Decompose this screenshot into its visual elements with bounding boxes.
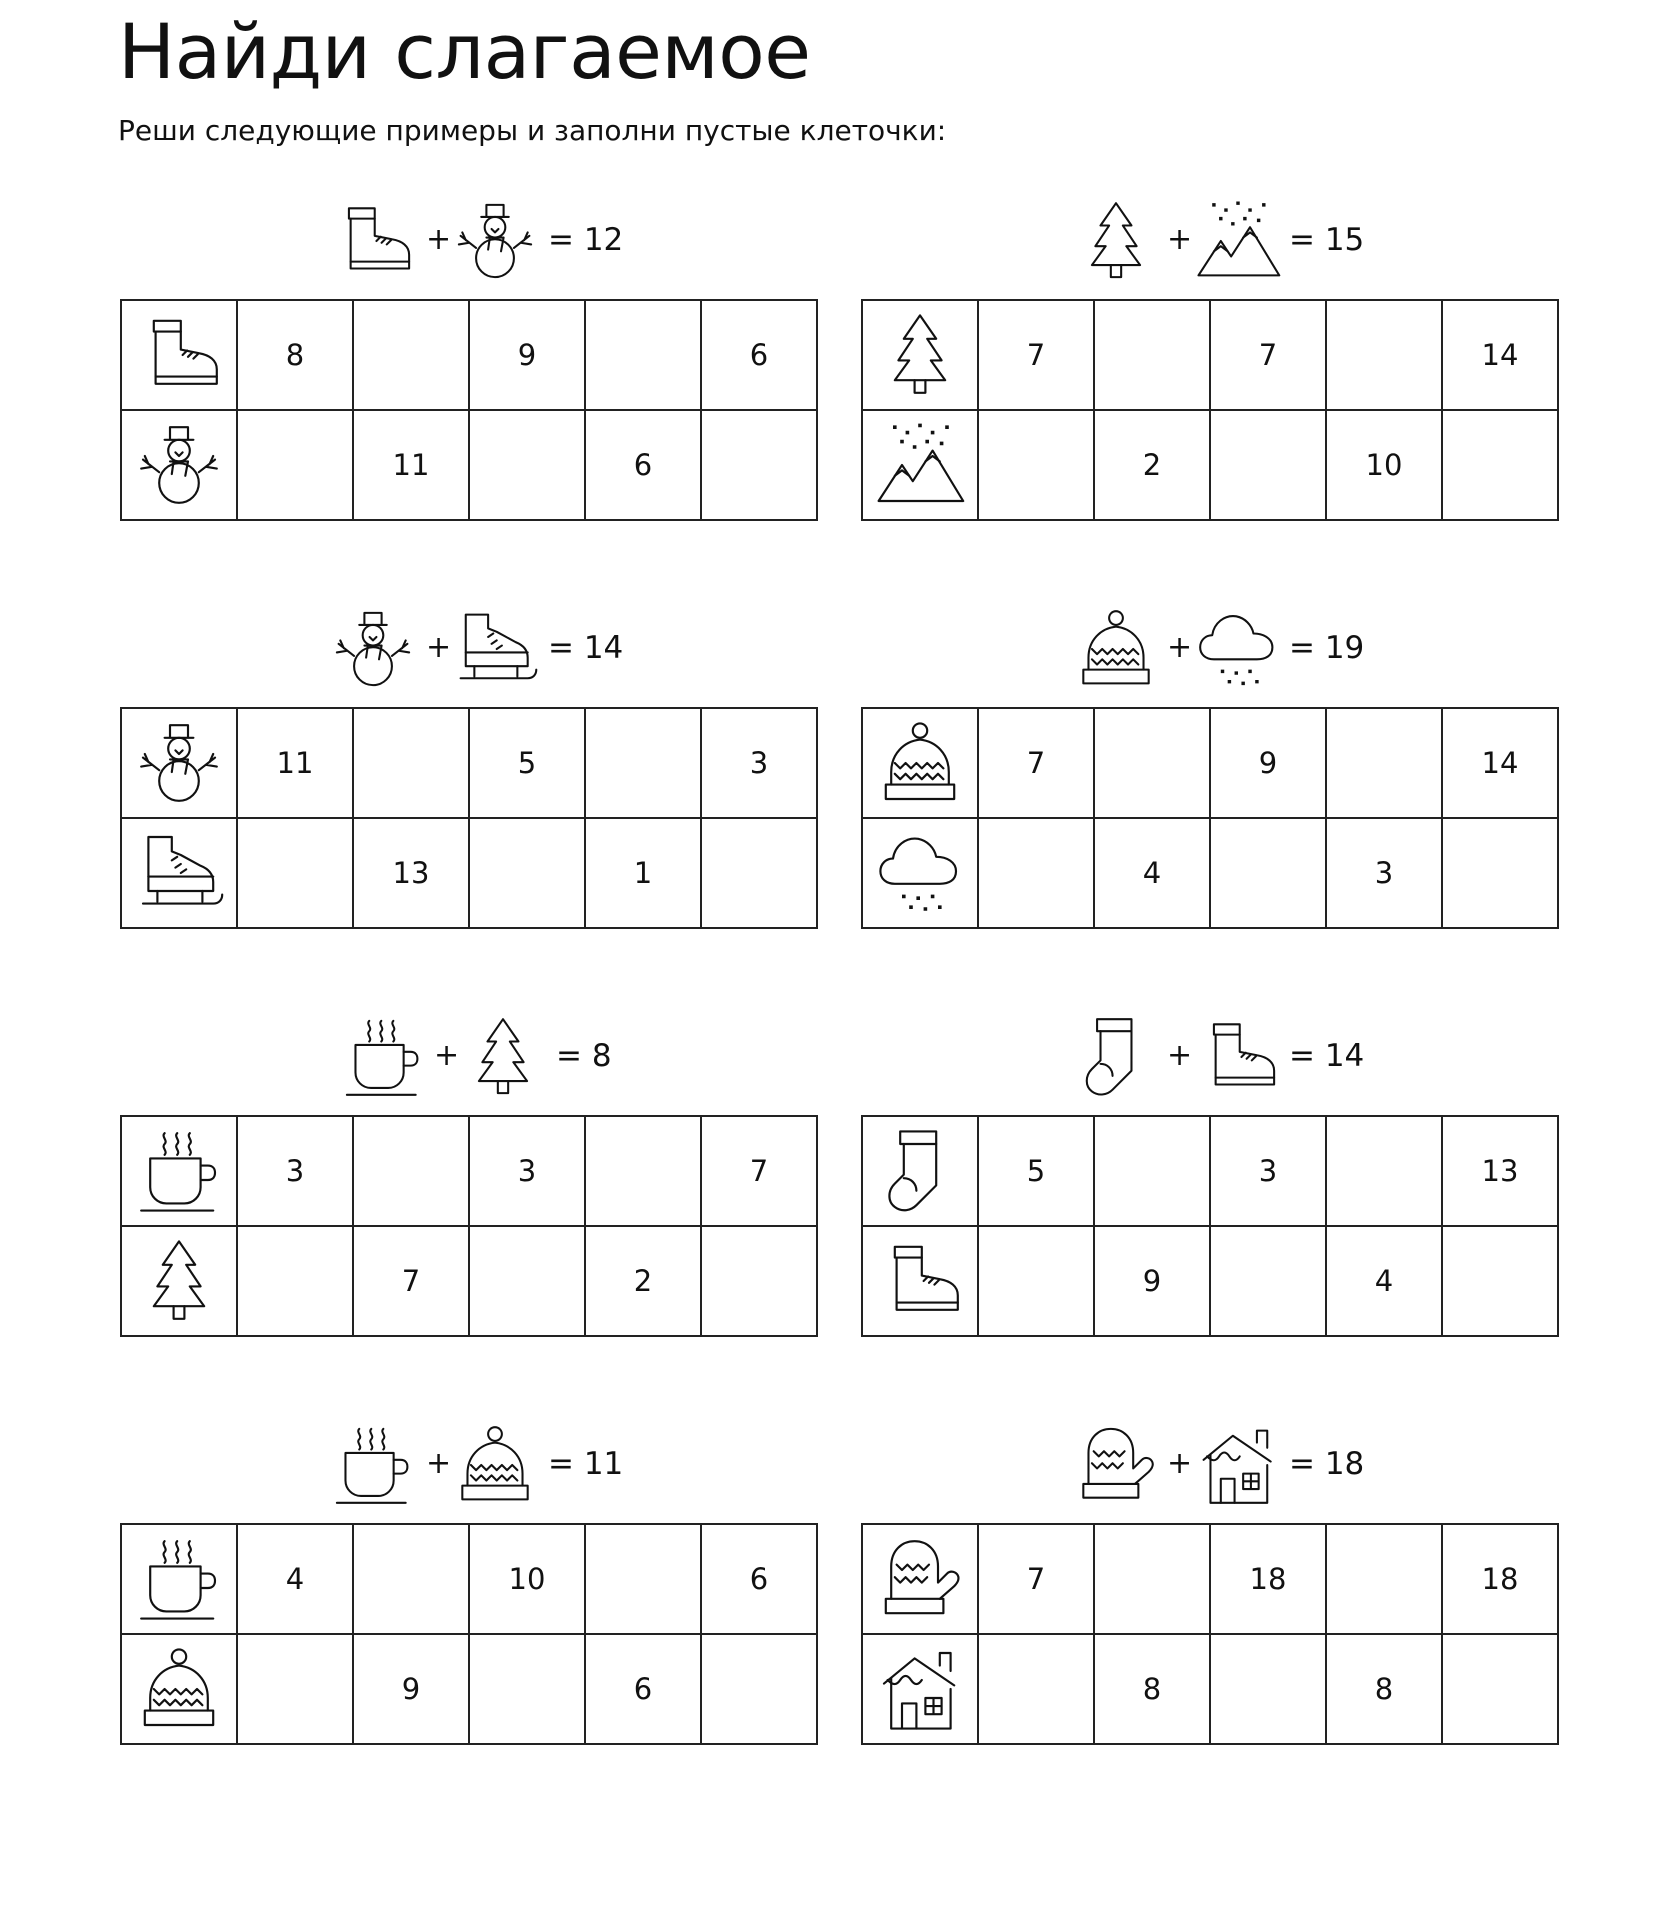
answer-cell[interactable] [1442, 1226, 1558, 1336]
table-row [121, 410, 817, 520]
puzzle-block [861, 176, 1561, 576]
plus-sign: + [434, 1038, 460, 1073]
puzzle-block [120, 584, 820, 984]
snow-cloud-icon [1195, 606, 1281, 692]
given-value-cell: 7 [701, 1116, 817, 1226]
given-value-cell: 5 [469, 708, 585, 818]
answer-cell[interactable] [353, 708, 469, 818]
snowy-house-icon [862, 1634, 978, 1744]
addend-table [120, 707, 818, 929]
given-value-cell: 8 [237, 300, 353, 410]
answer-cell[interactable] [585, 1524, 701, 1634]
answer-cell[interactable] [353, 1116, 469, 1226]
addend-table [120, 1523, 818, 1745]
given-value-cell: 11 [353, 410, 469, 520]
plus-sign: + [1167, 1038, 1193, 1073]
answer-cell[interactable] [1442, 818, 1558, 928]
given-value-cell: 9 [353, 1634, 469, 1744]
plus-sign: + [426, 630, 452, 665]
addend-table [861, 1523, 1559, 1745]
equation-sum: = 8 [556, 1038, 612, 1074]
equation [120, 584, 820, 694]
answer-cell[interactable] [1094, 1524, 1210, 1634]
table-row [862, 1524, 1558, 1634]
snowy-mountains-icon [1195, 198, 1281, 284]
snowman-icon [330, 606, 416, 692]
given-value-cell: 13 [1442, 1116, 1558, 1226]
snowman-icon [452, 198, 538, 284]
given-value-cell: 6 [585, 410, 701, 520]
table-row [121, 1634, 817, 1744]
given-value-cell: 3 [1210, 1116, 1326, 1226]
answer-cell[interactable] [701, 410, 817, 520]
given-value-cell: 7 [978, 300, 1094, 410]
plus-sign: + [1167, 630, 1193, 665]
equation [861, 992, 1561, 1102]
equation-sum: = 14 [1289, 1038, 1365, 1074]
given-value-cell: 11 [237, 708, 353, 818]
table-row [862, 1116, 1558, 1226]
given-value-cell: 3 [469, 1116, 585, 1226]
boot-icon [330, 198, 416, 284]
snowman-icon [121, 410, 237, 520]
given-value-cell: 5 [978, 1116, 1094, 1226]
mitten-icon [862, 1524, 978, 1634]
given-value-cell: 14 [1442, 708, 1558, 818]
addend-table [120, 1115, 818, 1337]
equation-sum: = 19 [1289, 630, 1365, 666]
answer-cell[interactable] [701, 1226, 817, 1336]
snowy-mountains-icon [862, 410, 978, 520]
answer-cell[interactable] [469, 1226, 585, 1336]
plus-sign: + [426, 1446, 452, 1481]
fir-tree-icon [121, 1226, 237, 1336]
given-value-cell: 6 [701, 1524, 817, 1634]
hot-cup-icon [340, 1014, 426, 1100]
table-row [862, 1226, 1558, 1336]
snowman-icon [121, 708, 237, 818]
answer-cell[interactable] [1094, 1116, 1210, 1226]
given-value-cell: 18 [1210, 1524, 1326, 1634]
puzzle-block [861, 1400, 1561, 1800]
puzzle-block [120, 1400, 820, 1800]
table-row [121, 1116, 817, 1226]
equation [120, 992, 820, 1102]
addend-table [861, 707, 1559, 929]
answer-cell[interactable] [237, 1634, 353, 1744]
given-value-cell: 10 [469, 1524, 585, 1634]
table-row [121, 1226, 817, 1336]
answer-cell[interactable] [1210, 818, 1326, 928]
equation-sum: = 15 [1289, 222, 1365, 258]
sock-icon [862, 1116, 978, 1226]
page-title: Найди слагаемое [118, 7, 811, 96]
table-row [121, 818, 817, 928]
boot-icon [862, 1226, 978, 1336]
equation-sum: = 12 [548, 222, 624, 258]
puzzle-block [861, 992, 1561, 1392]
answer-cell[interactable] [469, 410, 585, 520]
given-value-cell: 7 [353, 1226, 469, 1336]
given-value-cell: 9 [1210, 708, 1326, 818]
ice-skate-icon [121, 818, 237, 928]
equation-sum: = 14 [548, 630, 624, 666]
plus-sign: + [1167, 1446, 1193, 1481]
addend-table [861, 299, 1559, 521]
snow-cloud-icon [862, 818, 978, 928]
given-value-cell: 3 [237, 1116, 353, 1226]
given-value-cell: 4 [1326, 1226, 1442, 1336]
given-value-cell: 13 [353, 818, 469, 928]
mitten-icon [1073, 1422, 1159, 1508]
answer-cell[interactable] [353, 1524, 469, 1634]
answer-cell[interactable] [469, 818, 585, 928]
table-row [121, 1524, 817, 1634]
given-value-cell: 7 [978, 1524, 1094, 1634]
winter-hat-icon [121, 1634, 237, 1744]
given-value-cell: 1 [585, 818, 701, 928]
answer-cell[interactable] [1442, 410, 1558, 520]
given-value-cell: 6 [701, 300, 817, 410]
plus-sign: + [426, 222, 452, 257]
given-value-cell: 6 [585, 1634, 701, 1744]
given-value-cell: 18 [1442, 1524, 1558, 1634]
answer-cell[interactable] [585, 1116, 701, 1226]
sock-icon [1073, 1014, 1159, 1100]
given-value-cell: 8 [1094, 1634, 1210, 1744]
hot-cup-icon [121, 1116, 237, 1226]
instructions: Реши следующие примеры и заполни пустые клеточки: [118, 114, 947, 147]
table-row [862, 818, 1558, 928]
given-value-cell: 2 [585, 1226, 701, 1336]
boot-icon [121, 300, 237, 410]
given-value-cell: 7 [978, 708, 1094, 818]
answer-cell[interactable] [978, 1226, 1094, 1336]
equation [120, 1400, 820, 1510]
table-row [121, 300, 817, 410]
table-row [862, 1634, 1558, 1744]
table-row [862, 708, 1558, 818]
table-row [121, 708, 817, 818]
given-value-cell: 4 [1094, 818, 1210, 928]
equation [861, 1400, 1561, 1510]
equation [120, 176, 820, 286]
answer-cell[interactable] [585, 708, 701, 818]
given-value-cell: 2 [1094, 410, 1210, 520]
fir-tree-icon [1073, 198, 1159, 284]
equation-sum: = 11 [548, 1446, 624, 1482]
puzzle-block [861, 584, 1561, 984]
answer-cell[interactable] [469, 1634, 585, 1744]
addend-table [861, 1115, 1559, 1337]
answer-cell[interactable] [1326, 1524, 1442, 1634]
table-row [862, 300, 1558, 410]
answer-cell[interactable] [353, 300, 469, 410]
given-value-cell: 8 [1326, 1634, 1442, 1744]
fir-tree-icon [862, 300, 978, 410]
given-value-cell: 7 [1210, 300, 1326, 410]
given-value-cell: 9 [1094, 1226, 1210, 1336]
given-value-cell: 3 [1326, 818, 1442, 928]
table-row [862, 410, 1558, 520]
given-value-cell: 3 [701, 708, 817, 818]
fir-tree-icon [460, 1014, 546, 1100]
ice-skate-icon [452, 606, 538, 692]
answer-cell[interactable] [237, 818, 353, 928]
winter-hat-icon [862, 708, 978, 818]
given-value-cell: 9 [469, 300, 585, 410]
answer-cell[interactable] [1326, 300, 1442, 410]
winter-hat-icon [452, 1422, 538, 1508]
puzzle-block [120, 992, 820, 1392]
answer-cell[interactable] [978, 1634, 1094, 1744]
answer-cell[interactable] [701, 818, 817, 928]
given-value-cell: 10 [1326, 410, 1442, 520]
answer-cell[interactable] [1326, 1116, 1442, 1226]
equation [861, 176, 1561, 286]
given-value-cell: 4 [237, 1524, 353, 1634]
answer-cell[interactable] [1210, 410, 1326, 520]
hot-cup-icon [121, 1524, 237, 1634]
puzzle-block [120, 176, 820, 576]
hot-cup-icon [330, 1422, 416, 1508]
answer-cell[interactable] [1442, 1634, 1558, 1744]
snowy-house-icon [1195, 1422, 1281, 1508]
winter-hat-icon [1073, 606, 1159, 692]
given-value-cell: 14 [1442, 300, 1558, 410]
answer-cell[interactable] [1210, 1634, 1326, 1744]
answer-cell[interactable] [978, 410, 1094, 520]
answer-cell[interactable] [1326, 708, 1442, 818]
addend-table [120, 299, 818, 521]
answer-cell[interactable] [1094, 300, 1210, 410]
boot-icon [1195, 1014, 1281, 1100]
answer-cell[interactable] [701, 1634, 817, 1744]
answer-cell[interactable] [585, 300, 701, 410]
answer-cell[interactable] [237, 1226, 353, 1336]
answer-cell[interactable] [1094, 708, 1210, 818]
plus-sign: + [1167, 222, 1193, 257]
answer-cell[interactable] [1210, 1226, 1326, 1336]
equation-sum: = 18 [1289, 1446, 1365, 1482]
equation [861, 584, 1561, 694]
answer-cell[interactable] [978, 818, 1094, 928]
answer-cell[interactable] [237, 410, 353, 520]
